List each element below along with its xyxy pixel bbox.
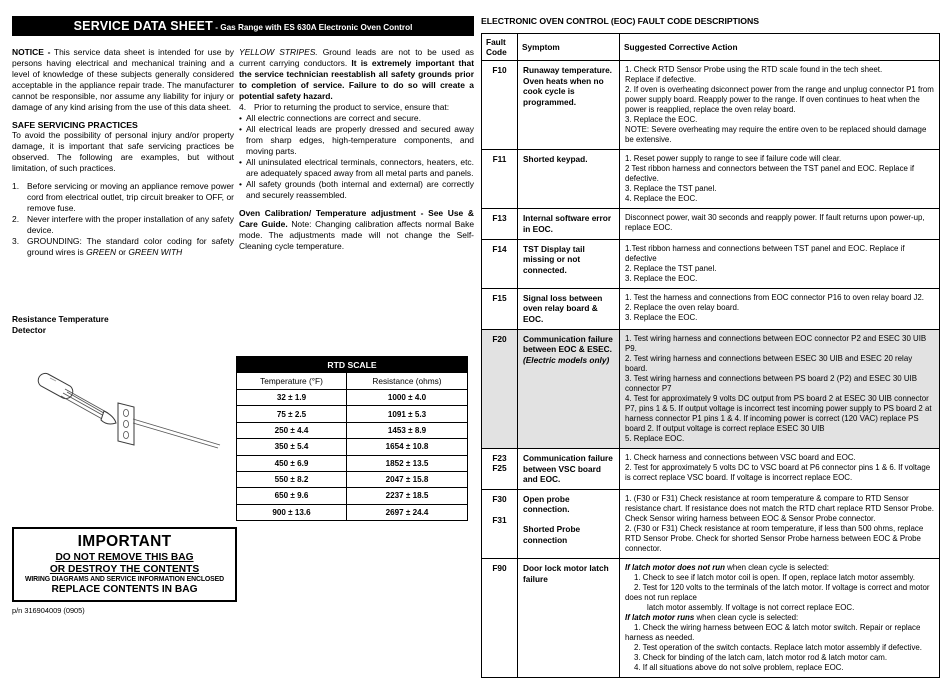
column-header-corrective-action: Suggested Corrective Action (620, 34, 940, 61)
document-title-bar (12, 16, 474, 36)
return-checklist (239, 113, 474, 201)
symptom-spacer (523, 515, 615, 524)
action-line: 2. Test for 120 volts to the terminals of the latch motor. If voltage is correct and motor (634, 583, 930, 592)
rtd-temperature-cell: 650 ± 9.6 (237, 488, 347, 504)
page-subtitle: - Gas Range with ES 630A Electronic Oven Control (212, 23, 413, 32)
list-text: GROUNDING: The standard color coding for safety ground wires is (27, 235, 234, 257)
symptom-text-secondary: Shorted Probe connection (523, 523, 581, 545)
rtd-column-resistance: Resistance (ohms) (347, 373, 468, 390)
important-bag-notice (12, 527, 237, 602)
fault-code-cell: F15 (482, 288, 518, 329)
list-item (12, 214, 234, 236)
safe-servicing-heading: SAFE SERVICING PRACTICES (12, 119, 138, 130)
list-text: Never interfere with the proper installation of any safety device. (27, 213, 234, 235)
ground-leads-text: Ground leads are not to be used as current carrying conductors. (239, 47, 474, 68)
fault-code-cell: F10 (482, 61, 518, 150)
action-line: 4. Replace the EOC. (625, 194, 698, 204)
rtd-resistance-cell: 2047 ± 15.8 (347, 471, 468, 487)
page-title: SERVICE DATA SHEET (73, 19, 213, 33)
rtd-resistance-cell: 2697 ± 24.4 (347, 504, 468, 520)
list-item (12, 236, 234, 258)
symptom-cell: Signal loss between oven relay board & EOC. (518, 288, 620, 329)
fault-header-line2: Code (486, 47, 507, 57)
rtd-temperature-cell: 350 ± 5.4 (237, 439, 347, 455)
list-number: 3. (12, 235, 20, 246)
rtd-diagram-label (12, 314, 237, 335)
action-line: 3. Check for binding of the latch cam, latch motor rod & latch motor cam. (634, 653, 888, 663)
table-row (482, 61, 940, 150)
table-row (482, 329, 940, 448)
safe-servicing-intro: To avoid the possibility of personal injury and/or property damage, it is important that safe servicing practices be observed. The following are examples, but without limitation, of such practices. (12, 129, 234, 173)
rtd-diagram-area (12, 314, 237, 451)
list-item (12, 181, 234, 214)
left-text-columns (12, 47, 474, 258)
notice-paragraph (12, 47, 234, 113)
action-line: 2. (F30 or F31) Check resistance at room temperature, if less than 500 ohms, replace RTD Sensor Probe. Check for shorted Sensor Probe harness between EOC & Probe connector. (625, 523, 924, 553)
table-row (482, 288, 940, 329)
symptom-text-primary: Open probe connection. (523, 493, 570, 515)
rtd-resistance-cell: 1091 ± 5.3 (347, 406, 468, 422)
symptom-cell: TST Display tail missing or not connected. (518, 239, 620, 288)
list-number: 2. (12, 213, 20, 224)
list-item (239, 124, 474, 157)
symptom-cell: Shorted keypad. (518, 150, 620, 209)
corrective-action-cell (620, 329, 940, 448)
fault-code-cell: F14 (482, 239, 518, 288)
fault-code-cell: F11 (482, 150, 518, 209)
action-line: 1. Check RTD Sensor Probe using the RTD scale found in the tech sheet. (625, 65, 883, 74)
list-item (239, 113, 474, 124)
rtd-probe-illustration (12, 341, 237, 446)
table-row (237, 504, 468, 520)
important-line-do-not-remove: DO NOT REMOVE THIS BAG (55, 552, 194, 563)
action-line: 4. If all situations above do not solve problem, replace EOC. (634, 663, 844, 673)
column-header-symptom: Symptom (518, 34, 620, 61)
action-line: 1. Check the wiring harness between EOC & latch motor switch. Repair or replace (634, 623, 921, 633)
fault-code-primary: F23 (492, 452, 507, 463)
table-row (482, 150, 940, 209)
fault-header-line1: Fault (486, 37, 506, 47)
action-line: 2. Test operation of the switch contacts. Replace latch motor assembly if defective. (634, 643, 923, 653)
action-line: 1.Test ribbon harness and connections between TST panel and EOC. Replace if defective (625, 243, 905, 263)
corrective-action-cell (620, 489, 940, 558)
fault-code-cell: F13 (482, 209, 518, 239)
fault-code-cell: F20 (482, 329, 518, 448)
table-row (237, 471, 468, 487)
left-column-a (12, 47, 239, 258)
rtd-temperature-cell: 250 ± 4.4 (237, 422, 347, 438)
table-row (237, 406, 468, 422)
left-column-b (239, 47, 474, 258)
list-item (239, 157, 474, 179)
list-item (239, 179, 474, 201)
symptom-cell: Internal software error in EOC. (518, 209, 620, 239)
symptom-cell: Runaway temperature. Oven heats when no cook cycle is programmed. (518, 61, 620, 150)
action-line: 5. Replace EOC. (625, 433, 685, 443)
part-number: p/n 316904009 (0905) (12, 606, 85, 615)
bullet-glyph: • (239, 123, 242, 134)
corrective-action-cell (620, 558, 940, 677)
corrective-action-cell (620, 209, 940, 239)
table-row (482, 448, 940, 489)
action-line: 3. Replace the EOC. (625, 312, 698, 322)
important-heading: IMPORTANT (77, 533, 172, 550)
grounding-mid: or (116, 246, 129, 257)
list-number: 1. (12, 180, 20, 191)
table-row (482, 209, 940, 239)
rtd-table-body (237, 390, 468, 521)
table-header-row (237, 373, 468, 390)
right-panel (481, 16, 939, 678)
action-line: 2 Test ribbon harness and connectors between the TST panel and EOC. Replace if defective. (625, 164, 915, 184)
condition-label: If latch motor runs (625, 613, 695, 623)
rtd-label-line1: Resistance Temperature (12, 314, 109, 324)
table-row (482, 239, 940, 288)
table-row (482, 558, 940, 677)
corrective-action-cell (620, 448, 940, 489)
action-line: 2. Replace the oven relay board. (625, 302, 740, 312)
corrective-action-cell (620, 150, 940, 209)
action-line: 1. Test the harness and connections from EOC connector P16 to oven relay board J2. (625, 292, 924, 302)
table-row (237, 422, 468, 438)
action-line: 1. (F30 or F31) Check resistance at room temperature & compare to RTD Sensor resistance chart. If resistance does not match the RTD chart replace RTD Sensor Probe. Check Sensor wiring harness between EOC & Sensor Probe connector. (625, 493, 934, 523)
action-line: 3. Replace the EOC. (625, 115, 698, 125)
notice-body: This service data sheet is intended for use by persons having electrical and mechanical training and a level of knowledge of these subjects generally considered acceptable in the appliance repair trade. The manufacturer cannot be responsible, nor assume any liability for injury or damage of any kind arising from the use of this data sheet. (12, 47, 234, 112)
calibration-heading: Oven Calibration/ Temperature adjustment - See Use & Care Guide. (239, 207, 474, 229)
bullet-glyph: • (239, 112, 242, 123)
action-line: 1. Check harness and connections between VSC board and EOC. (625, 452, 856, 462)
symptom-cell (518, 489, 620, 558)
rtd-temperature-cell: 32 ± 1.9 (237, 390, 347, 406)
action-line: 1. Test wiring harness and connections between EOC connector P2 and ESEC 30 UIB P9. (625, 333, 927, 353)
action-line: Replace if defective. (625, 75, 697, 85)
list-text: All uninsulated electrical terminals, connectors, heaters, etc. are adequately spaced away from all metal parts and panels. (246, 156, 474, 178)
action-line: harness as needed. (625, 633, 695, 643)
list-text: Before servicing or moving an appliance remove power cord from electrical outlet, trip circuit breaker to OFF, or remove fuse. (27, 180, 234, 213)
fault-code-primary: F30 (492, 493, 507, 504)
symptom-text: Communication failure between EOC & ESEC. (523, 333, 613, 355)
safety-warning-text: It is extremely important that the service technician reestablish all safety grounds prior to completion of service. Failure to do so will create a potential safety hazard. (239, 57, 475, 101)
corrective-action-cell (620, 61, 940, 150)
rtd-temperature-cell: 75 ± 2.5 (237, 406, 347, 422)
rtd-label-line2: Detector (12, 324, 46, 335)
action-line: Disconnect power, wait 30 seconds and reapply power. If fault returns upon power-up, replace EOC. (625, 213, 925, 233)
rtd-column-temperature: Temperature (°F) (237, 373, 347, 390)
grounding-color-b: GREEN WITH (128, 246, 183, 257)
calibration-note: Note: Changing calibration affects normal Bake mode. The adjustments made will not change the Self-Cleaning cycle temperature. (239, 218, 475, 251)
rtd-scale-title: RTD SCALE (237, 357, 468, 373)
rtd-scale-table-container (236, 356, 468, 521)
ground-leads-paragraph (239, 47, 474, 102)
list-number: 4. (239, 101, 247, 112)
action-line: does not run replace (625, 593, 697, 603)
condition-label: If latch motor does not run (625, 562, 725, 572)
table-row (237, 488, 468, 504)
action-line: 3. Replace the EOC. (625, 273, 698, 283)
action-line: 2. Replace the TST panel. (625, 263, 717, 273)
condition-rest: when clean cycle is selected: (724, 562, 829, 572)
code-spacer (484, 504, 515, 515)
list-text: All electrical leads are properly dressed and secured away from sharp edges, high-temperature components, and moving parts. (246, 123, 474, 156)
corrective-action-cell (620, 239, 940, 288)
grounding-color-a: GREEN (86, 246, 117, 257)
table-header-row (237, 357, 468, 373)
rtd-temperature-cell: 900 ± 13.6 (237, 504, 347, 520)
action-line: 3. Replace the TST panel. (625, 184, 717, 194)
rtd-resistance-cell: 2237 ± 18.5 (347, 488, 468, 504)
fault-code-secondary: F31 (492, 514, 507, 525)
list-item (239, 102, 474, 113)
eoc-fault-code-table (481, 33, 940, 678)
list-text: All electric connections are correct and secure. (246, 112, 421, 123)
prior-to-return-list (239, 102, 474, 113)
fault-code-secondary: F25 (492, 462, 507, 473)
fault-code-cell (482, 489, 518, 558)
safe-servicing-list (12, 181, 234, 258)
rtd-resistance-cell: 1654 ± 10.8 (347, 439, 468, 455)
symptom-cell: Communication failure between VSC board and EOC. (518, 448, 620, 489)
symptom-cell (518, 329, 620, 448)
action-line (625, 613, 935, 623)
action-line: 2. Test for approximately 5 volts DC to VSC board at P6 connector pins 1 & 6. If voltage is correct replace VSC board. If voltage is incorrect replace EOC. (625, 462, 931, 482)
corrective-action-cell (620, 288, 940, 329)
fault-table-title: ELECTRONIC OVEN CONTROL (EOC) FAULT CODE DESCRIPTIONS (481, 16, 759, 26)
rtd-resistance-cell: 1852 ± 13.5 (347, 455, 468, 471)
list-text: Prior to returning the product to service, ensure that: (254, 101, 450, 112)
action-line: latch motor assembly. If voltage is not correct replace EOC. (647, 603, 855, 613)
table-row (237, 455, 468, 471)
list-text: All safety grounds (both internal and external) are correctly and securely reassembled. (246, 178, 474, 200)
bullet-glyph: • (239, 178, 242, 189)
important-line-or-destroy: OR DESTROY THE CONTENTS (49, 564, 200, 575)
action-line: NOTE: Severe overheating may require the entire oven to be replaced should damage be extensive. (625, 125, 927, 145)
table-row (237, 390, 468, 406)
notice-label: NOTICE - (12, 47, 51, 57)
action-line: 3. Test wiring harness and connections between PS board 2 (P2) and ESEC 30 UIB connector P7 (625, 373, 917, 393)
rtd-scale-table (236, 356, 468, 521)
rtd-resistance-cell: 1453 ± 8.9 (347, 422, 468, 438)
condition-rest: when clean cycle is selected: (694, 613, 799, 623)
bullet-glyph: • (239, 156, 242, 167)
symptom-subnote: (Electric models only) (523, 354, 610, 365)
action-line: 4. Test for approximately 9 volts DC output from PS board 2 at ESEC 30 UIB connector P7, pins 1 & 5. If output voltage is incorrect test incoming power supply to PS board 2 at harness connector P1 pins 1 & 4. If incoming power is correct (120 VAC) replace PS board 2. If output voltage is correct replace ESEC 30 UIB (625, 393, 932, 433)
important-line-wiring-diagrams: WIRING DIAGRAMS AND SERVICE INFORMATION ENCLOSED (24, 576, 225, 583)
action-line: 2. Test wiring harness and connections between ESEC 30 UIB and ESEC 20 relay board. (625, 353, 913, 373)
yellow-stripes-text: YELLOW STRIPES. (239, 47, 318, 57)
left-panel (12, 16, 474, 258)
symptom-cell: Door lock motor latch failure (518, 558, 620, 677)
fault-code-cell (482, 448, 518, 489)
fault-table-body (482, 61, 940, 678)
action-line (625, 563, 935, 573)
table-header-row (482, 34, 940, 61)
oven-calibration-paragraph (239, 208, 474, 252)
rtd-temperature-cell: 450 ± 6.9 (237, 455, 347, 471)
action-line: 2. If oven is overheating dsiconnect power from the range and unplug connector P1 from power supply board. Reapply power to the range. If oven continues to heat when the power is reapplied, replace the oven relay board. (625, 85, 934, 115)
action-line: 1. Check to see if latch motor coil is open. If open, replace latch motor assembly. (634, 572, 915, 582)
table-row (482, 489, 940, 558)
rtd-resistance-cell: 1000 ± 4.0 (347, 390, 468, 406)
important-line-replace-contents: REPLACE CONTENTS IN BAG (51, 584, 198, 595)
table-row (237, 439, 468, 455)
fault-code-cell: F90 (482, 558, 518, 677)
action-line: 1. Reset power supply to range to see if failure code will clear. (625, 154, 842, 164)
rtd-temperature-cell: 550 ± 8.2 (237, 471, 347, 487)
column-header-fault-code (482, 34, 518, 61)
